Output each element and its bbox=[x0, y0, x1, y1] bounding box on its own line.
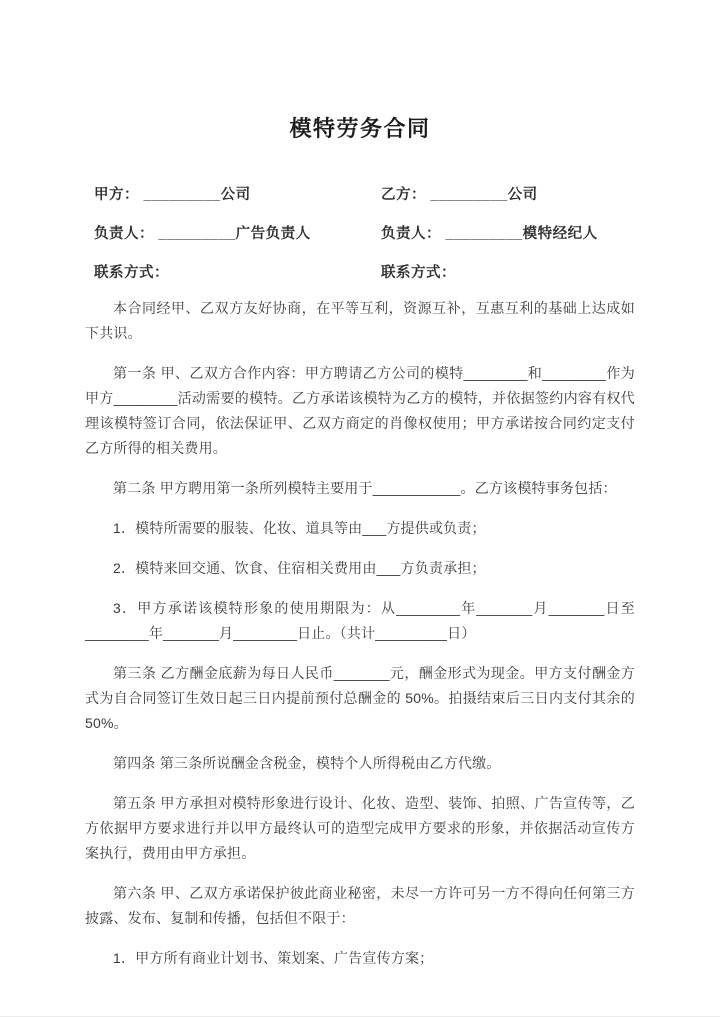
party-info-grid bbox=[85, 188, 635, 281]
party-a-manager-line: 负责人： _________广告负责人 bbox=[94, 226, 311, 242]
clause-2: 第二条 甲方聘用第一条所列模特主要用于___________。乙方该模特事务包括： bbox=[113, 480, 617, 496]
clause-4: 第四条 第三条所说酬金含税金，模特个人所得税由乙方代缴。 bbox=[113, 755, 501, 771]
contract-title: 模特劳务合同 bbox=[289, 116, 431, 141]
clause-2-item-1: 1．模特所需要的服装、化妆、道具等由___方提供或负责； bbox=[113, 520, 486, 536]
clause-6: 第六条 甲、乙双方承诺保护彼此商业秘密，未尽一方许可另一方不得向任何第三方披露、发布、复制和传播，包括但不限于： bbox=[85, 885, 635, 926]
party-b-name-line: 乙方： _________公司 bbox=[381, 187, 538, 203]
clause-6-item-1: 1．甲方所有商业计划书、策划案、广告宣传方案； bbox=[113, 950, 434, 966]
party-b-manager-line: 负责人： _________模特经纪人 bbox=[381, 226, 598, 242]
clause-1: 第一条 甲、乙双方合作内容：甲方聘请乙方公司的模特________和________作为甲方________活动需要的模特。乙方承诺该模特为乙方的模特，并依据签约内容有权代理该模特签订合同，依法保证甲、乙双方商定的肖像权使用；甲方承诺按合同约定支付乙方所得的相关费用。 bbox=[85, 365, 635, 456]
contract-preamble: 本合同经甲、乙双方友好协商，在平等互利，资源互补，互惠互利的基础上达成如下共识。 bbox=[85, 300, 635, 341]
party-a-name-line: 甲方： _________公司 bbox=[94, 187, 251, 203]
contract-body bbox=[85, 296, 635, 971]
party-b-contact-line: 联系方式： bbox=[381, 265, 456, 281]
clause-5: 第五条 甲方承担对模特形象进行设计、化妆、造型、装饰、拍照、广告宣传等，乙方依据甲方要求进行并以甲方最终认可的造型完成甲方要求的形象，并依据活动宣传方案执行，费用由甲方承担。 bbox=[85, 795, 635, 861]
clause-3: 第三条 乙方酬金底薪为每日人民币_______元，酬金形式为现金。甲方支付酬金方式为自合同签订生效日起三日内提前预付总酬金的 50%。拍摄结束后三日内支付其余的 50%。 bbox=[85, 665, 635, 731]
party-a-contact-line: 联系方式： bbox=[94, 265, 169, 281]
clause-2-item-2: 2．模特来回交通、饮食、住宿相关费用由___方负责承担； bbox=[113, 560, 486, 576]
clause-2-item-3: 3．甲方承诺该模特形象的使用期限为：从________年_______月_______日至________年_______月________日止。（共计_________日） bbox=[85, 600, 635, 641]
